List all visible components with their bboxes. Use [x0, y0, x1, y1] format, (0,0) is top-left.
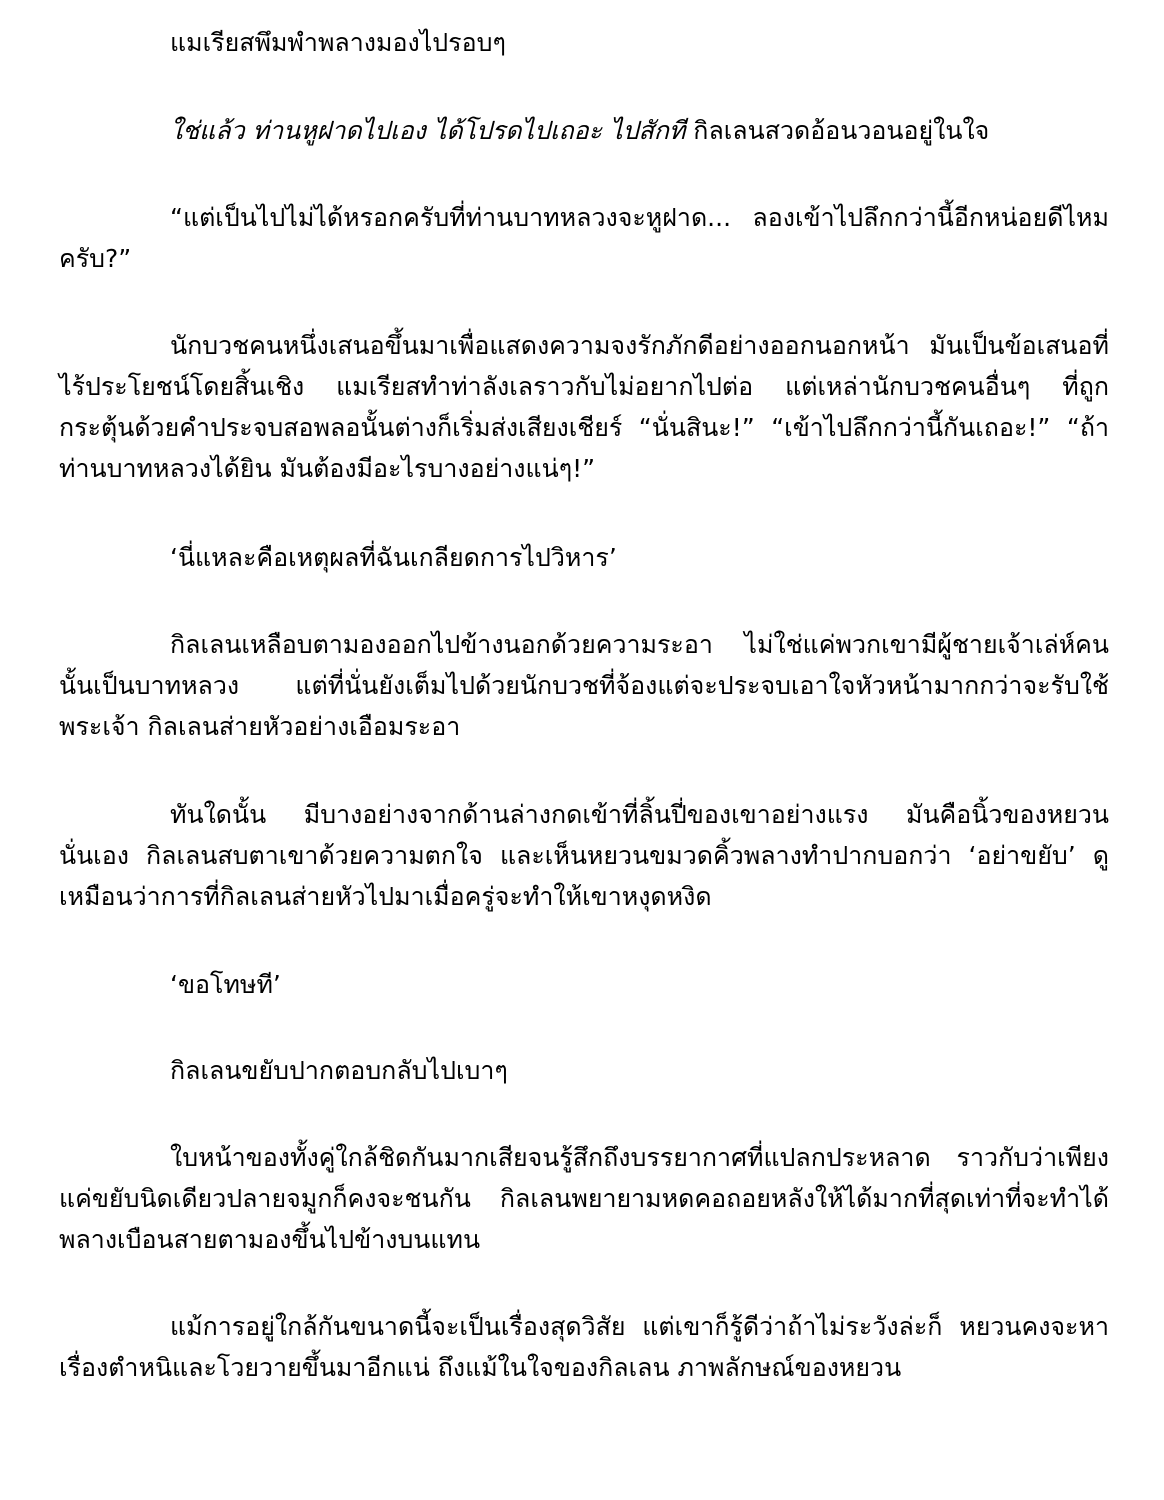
paragraph-9: [59, 1050, 1109, 1091]
paragraph-6-text: กิลเลนเหลือบตามองออกไปข้างนอกด้วยความระอา ไม่ใช่แค่พวกเขามีผู้ชายเจ้าเล่ห์คนนั้นเป็นบาทหลวง แต่ที่นั่นยังเต็มไปด้วยนักบวชที่จ้องแต่จะประจบเอาใจหัวหน้ามากกว่าจะรับใช้พระเจ้า กิลเลนส่ายหัวอย่างเอือมระอา: [59, 630, 1109, 741]
paragraph-1: [59, 22, 1109, 63]
paragraph-11-text: แม้การอยู่ใกล้กันขนาดนี้จะเป็นเรื่องสุดวิสัย แต่เขาก็รู้ดีว่าถ้าไม่ระวังล่ะก็ หยวนคงจะหาเรื่องตำหนิและโวยวายขึ้นมาอีกแน่ ถึงแม้ในใจของกิลเลน ภาพลักษณ์ของหยวน: [59, 1312, 1109, 1382]
paragraph-5: [59, 537, 1109, 578]
paragraph-10-text: ใบหน้าของทั้งคู่ใกล้ชิดกันมากเสียจนรู้สึกถึงบรรยากาศที่แปลกประหลาด ราวกับว่าเพียงแค่ขยับนิดเดียวปลายจมูกก็คงจะชนกัน กิลเลนพยายามหดคอถอยหลังให้ได้มากที่สุดเท่าที่จะทำได้พลางเบือนสายตามองขึ้นไปข้างบนแทน: [59, 1143, 1109, 1254]
paragraph-10: [59, 1137, 1109, 1260]
paragraph-5-text: ‘นี่แหละคือเหตุผลที่ฉันเกลียดการไปวิหาร’: [170, 543, 617, 572]
paragraph-11: [59, 1306, 1109, 1388]
paragraph-6: [59, 624, 1109, 747]
paragraph-2-text: กิลเลนสวดอ้อนวอนอยู่ในใจ: [685, 116, 990, 145]
paragraph-2-italic-thought: ใช่แล้ว ท่านหูฝาดไปเอง ได้โปรดไปเถอะ ไปสักที: [170, 116, 686, 145]
paragraph-4-text: นักบวชคนหนึ่งเสนอขึ้นมาเพื่อแสดงความจงรักภักดีอย่างออกนอกหน้า มันเป็นข้อเสนอที่ไร้ประโยชน์โดยสิ้นเชิง แมเรียสทำท่าลังเลราวกับไม่อยากไปต่อ แต่เหล่านักบวชคนอื่นๆ ที่ถูกกระตุ้นด้วยคำประจบสอพลอนั้นต่างก็เริ่มส่งเสียงเชียร์ “นั่นสินะ!” “เข้าไปลึกกว่านี้กันเถอะ!” “ถ้าท่านบาทหลวงได้ยิน มันต้องมีอะไรบางอย่างแน่ๆ!”: [59, 331, 1109, 483]
paragraph-3: [59, 197, 1109, 279]
paragraph-9-text: กิลเลนขยับปากตอบกลับไปเบาๆ: [170, 1056, 508, 1085]
paragraph-1-text: แมเรียสพึมพำพลางมองไปรอบๆ: [170, 28, 506, 57]
paragraph-8-text: ‘ขอโทษที’: [170, 970, 281, 999]
paragraph-4: [59, 325, 1109, 489]
paragraph-3-text: “แต่เป็นไปไม่ได้หรอกครับที่ท่านบาทหลวงจะหูฝาด... ลองเข้าไปลึกกว่านี้อีกหน่อยดีไหมครับ?”: [59, 203, 1109, 273]
paragraph-2: [59, 110, 1109, 151]
paragraph-7: [59, 794, 1109, 917]
paragraph-7-text: ทันใดนั้น มีบางอย่างจากด้านล่างกดเข้าที่ลิ้นปี่ของเขาอย่างแรง มันคือนิ้วของหยวนนั่นเอง กิลเลนสบตาเขาด้วยความตกใจ และเห็นหยวนขมวดคิ้วพลางทำปากบอกว่า ‘อย่าขยับ’ ดูเหมือนว่าการที่กิลเลนส่ายหัวไปมาเมื่อครู่จะทำให้เขาหงุดหงิด: [59, 800, 1109, 911]
paragraph-8: [59, 964, 1109, 1005]
